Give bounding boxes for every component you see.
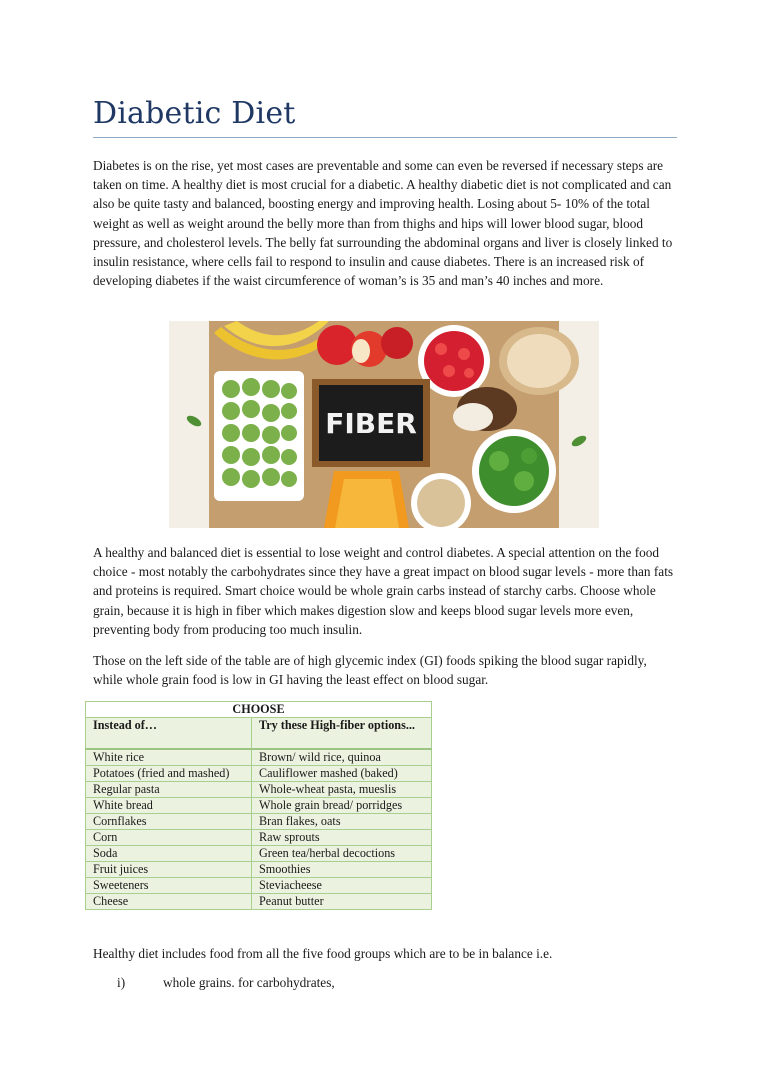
cell-try: Raw sprouts	[252, 830, 432, 846]
header-try-these: Try these High-fiber options...	[252, 718, 432, 750]
title-underline	[93, 137, 677, 138]
intro-paragraph: Diabetes is on the rise, yet most cases are preventable and some can even be reversed if necessary steps are taken on time. A healthy diet is most crucial for a diabetic. A healthy diabetic diet is not complicated and can also be quite tasty and balanced, boosting energy and improving health. Losing about 5- 10% of the total weight as well as weight around the belly more than from thighs and hips will lower blood sugar, blood pressure, and cholesterol levels. The belly fat surrounding the abdominal organs and liver is closely linked to insulin resistance, where cells fail to respond to insulin and cause diabetes. There is an increased risk of developing diabetes if the waist circumference of woman’s is 35 and man’s 40 inches and more.	[93, 158, 673, 289]
cell-instead: Regular pasta	[86, 782, 252, 798]
food-groups-intro: Healthy diet includes food from all the five food groups which are to be in balance i.e.	[93, 946, 553, 961]
table-row	[86, 798, 432, 814]
table-row	[86, 749, 432, 766]
table-row	[86, 862, 432, 878]
page-title: Diabetic Diet	[93, 96, 296, 131]
food-swap-table	[85, 701, 432, 910]
cell-try: Steviacheese	[252, 878, 432, 894]
table-row	[86, 878, 432, 894]
cell-try: Green tea/herbal decoctions	[252, 846, 432, 862]
table-row	[86, 894, 432, 910]
header-instead-of: Instead of…	[86, 718, 252, 750]
cell-try: Cauliflower mashed (baked)	[252, 766, 432, 782]
cell-try: Smoothies	[252, 862, 432, 878]
body-paragraph-2: A healthy and balanced diet is essential to lose weight and control diabetes. A special attention on the food choice - most notably the carbohydrates since they have a great impact on blood sugar levels - more than fats and proteins is required. Smart choice would be whole grain carbs instead of starchy carbs. Choose whole grain, because it is high in fiber which makes digestion slow and keeps blood sugar levels more even, preventing body from producing too much insulin.	[93, 545, 674, 637]
chalkboard-sign-text: FIBER	[325, 407, 417, 440]
table-row	[86, 814, 432, 830]
cell-instead: Soda	[86, 846, 252, 862]
cell-instead: Fruit juices	[86, 862, 252, 878]
list-item-marker: i)	[117, 975, 126, 990]
cell-instead: Potatoes (fried and mashed)	[86, 766, 252, 782]
cell-try: Whole grain bread/ porridges	[252, 798, 432, 814]
cell-instead: Cheese	[86, 894, 252, 910]
cell-instead: Corn	[86, 830, 252, 846]
table-row	[86, 782, 432, 798]
cell-try: Brown/ wild rice, quinoa	[252, 749, 432, 766]
table-row	[86, 766, 432, 782]
body-paragraph-3: Those on the left side of the table are of high glycemic index (GI) foods spiking the blood sugar rapidly, while whole grain food is low in GI having the least effect on blood sugar.	[93, 653, 647, 688]
table-row	[86, 830, 432, 846]
cell-instead: White rice	[86, 749, 252, 766]
list-item-text: whole grains. for carbohydrates,	[163, 975, 335, 990]
cell-instead: Sweeteners	[86, 878, 252, 894]
cell-try: Bran flakes, oats	[252, 814, 432, 830]
table-header-row	[86, 718, 432, 750]
cell-try: Peanut butter	[252, 894, 432, 910]
table-caption: CHOOSE	[86, 702, 432, 718]
cell-try: Whole-wheat pasta, mueslis	[252, 782, 432, 798]
cell-instead: White bread	[86, 798, 252, 814]
fiber-foods-photo	[169, 321, 599, 528]
cell-instead: Cornflakes	[86, 814, 252, 830]
table-row	[86, 846, 432, 862]
